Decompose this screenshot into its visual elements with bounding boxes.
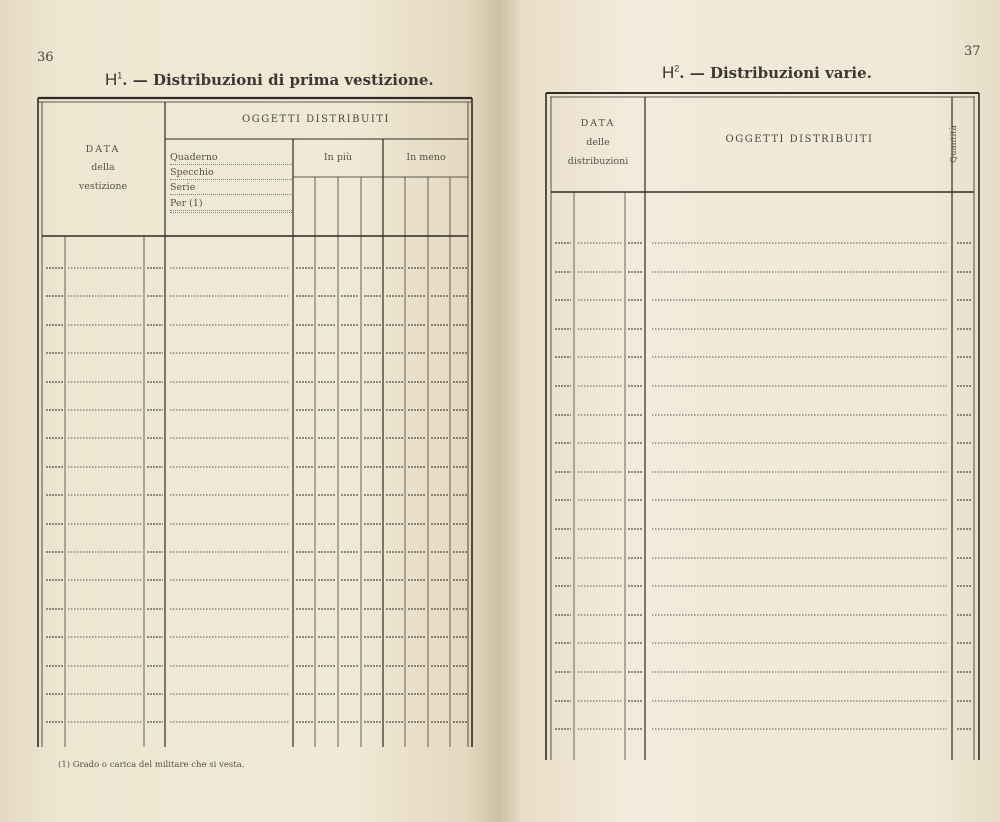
date-caption-3: vestizione (78, 181, 128, 192)
title-code: H (662, 63, 675, 82)
date-caption-2: delle (586, 137, 610, 148)
field-specchio: Specchio (170, 166, 294, 180)
date-caption-2: della (91, 162, 115, 173)
title-text: . — Distribuzioni varie. (679, 64, 872, 82)
date-caption-1: DATA (85, 144, 121, 155)
field-serie: Serie (170, 181, 294, 195)
footnote: (1) Grado o carica del militare che si vesta. (58, 760, 245, 770)
left-page (0, 0, 497, 822)
objects-header-right: OGGETTI DISTRIBUITI (725, 134, 874, 145)
quantity-header: Quantità (949, 125, 959, 163)
field-per: Per (1) (170, 197, 294, 211)
title-code: H (105, 70, 118, 89)
right-page (497, 0, 1000, 822)
title-sup: 1 (117, 70, 123, 81)
field-blank (170, 212, 294, 213)
field-quaderno: Quaderno (170, 151, 294, 165)
objects-header-left: OGGETTI DISTRIBUITI (242, 114, 390, 125)
in-meno-caption: In meno (406, 152, 446, 163)
title-sup: 2 (674, 63, 680, 74)
in-piu-caption: In più (323, 152, 353, 163)
page-number-left: 36 (37, 50, 54, 65)
title-text: . — Distribuzioni di prima vestizione. (122, 71, 434, 89)
date-caption-3: distribuzioni (567, 156, 629, 167)
date-caption-1: DATA (580, 118, 616, 129)
page-number-right: 37 (964, 44, 981, 59)
